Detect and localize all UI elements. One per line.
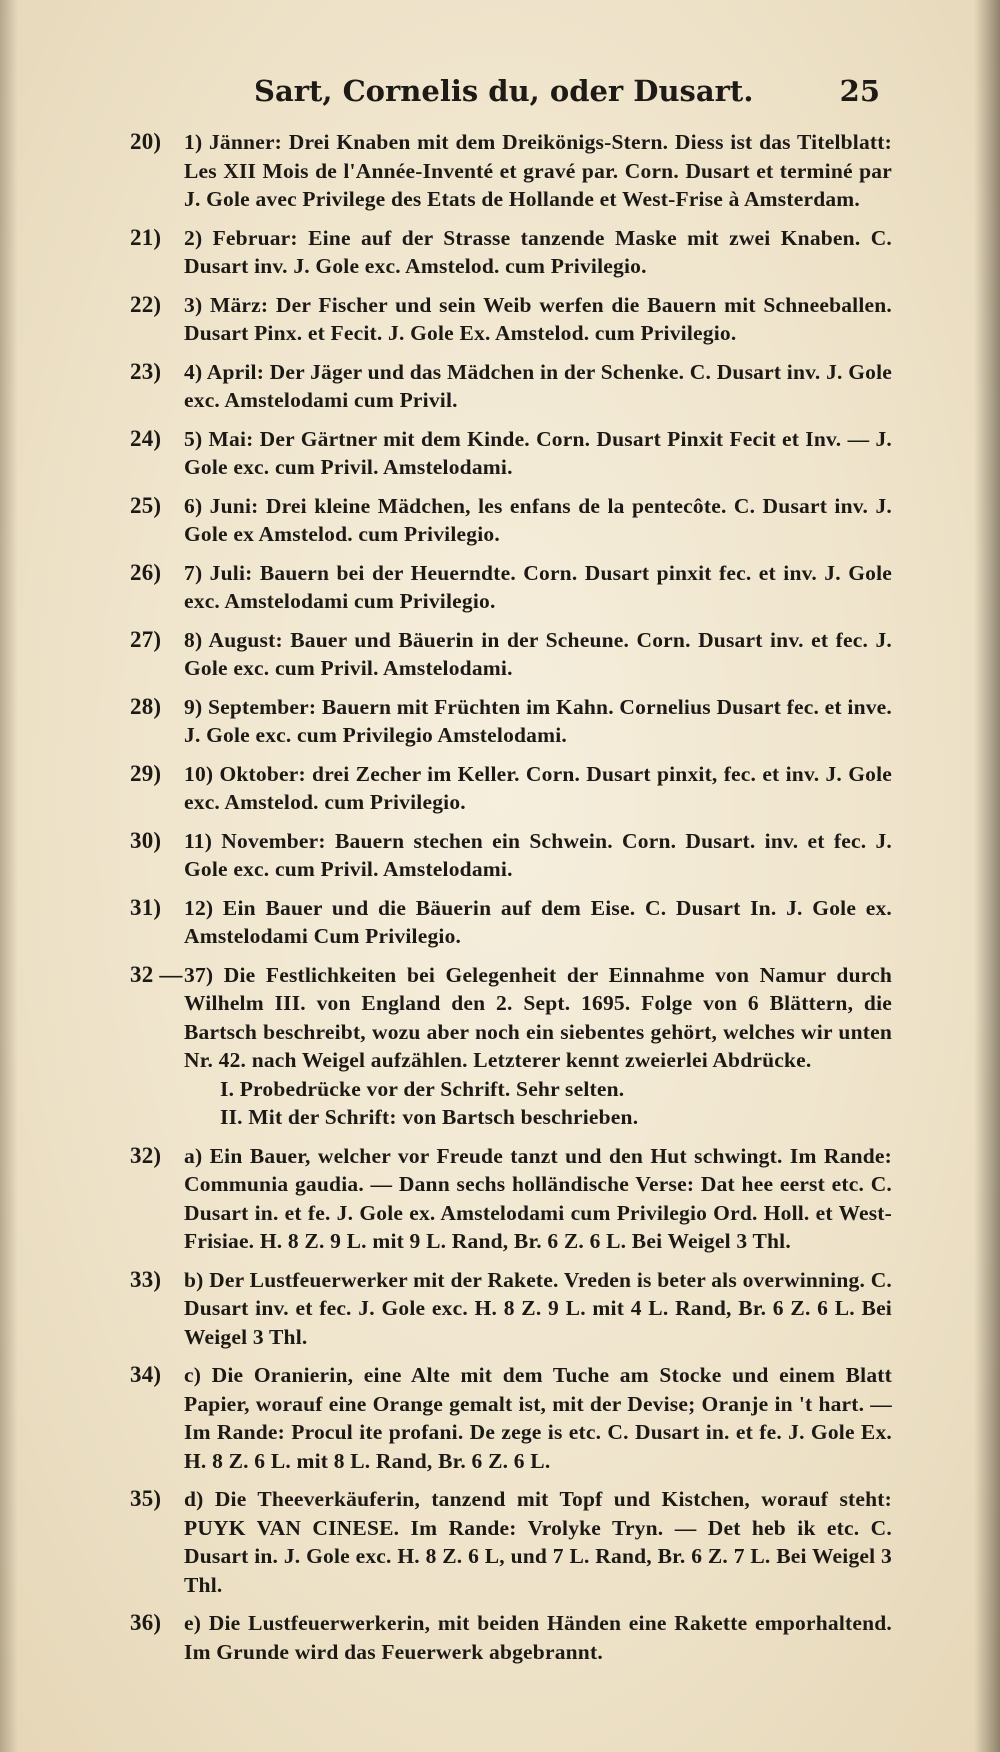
entry-text (184, 1609, 892, 1666)
entry-subitem: I. Probedrücke vor der Schrift. Sehr selten. (220, 1076, 625, 1101)
entry-text (184, 894, 892, 951)
entry-text (184, 492, 892, 549)
catalogue-entry (130, 425, 892, 482)
catalogue-entry (130, 1142, 892, 1256)
entry-number: 26) (130, 559, 162, 585)
catalogue-entry (130, 626, 892, 683)
entry-number: 28) (130, 693, 162, 719)
entry-number: 29) (130, 760, 162, 786)
entry-text (184, 291, 892, 348)
page-header (150, 74, 880, 118)
entry-number: 20) (130, 129, 162, 154)
entry-number: 34) (130, 1362, 162, 1387)
catalogue-entry (130, 358, 892, 415)
page-gutter-shadow (0, 0, 18, 1752)
entry-text (184, 827, 892, 884)
catalogue-entry (130, 827, 892, 884)
entry-description: 10) Oktober: drei Zecher im Keller. Corn. Dusart pinxit, fec. et inv. J. Gole exc. Amstelod. cum Privilegio. (184, 761, 892, 814)
entry-description: 5) Mai: Der Gärtner mit dem Kinde. Corn. Dusart Pinxit Fecit et Inv. — J. Gole exc. cum Privil. Amstelodami. (184, 426, 892, 479)
entry-description: 11) November: Bauern stechen ein Schwein. Corn. Dusart. inv. et fec. J. Gole exc. cum Privil. Amstelodami. (184, 828, 892, 881)
entry-description: d) Die Theeverkäuferin, tanzend mit Topf und Kistchen, worauf steht: PUYK VAN CINESE. Im Rande: Vrolyke Tryn. — Det heb ik etc. C. Dusart in. J. Gole exc. H. 8 Z. 6 L, und 7 L. Rand, Br. 6 Z. 7 L. Bei Weigel 3 Thl. (184, 1487, 892, 1597)
entry-text (184, 358, 892, 415)
entry-text (184, 760, 892, 817)
entry-number: 25) (130, 492, 162, 518)
entry-subitem: II. Mit der Schrift: von Bartsch beschrieben. (220, 1105, 639, 1129)
entry-description: 12) Ein Bauer und die Bäuerin auf dem Eise. C. Dusart In. J. Gole ex. Amstelodami Cum Privilegio. (184, 895, 892, 948)
entry-description: a) Ein Bauer, welcher vor Freude tanzt und den Hut schwingt. Im Rande: Communia gaudia. — Dann sechs holländische Verse: Dat hee eerst etc. C. Dusart in. et fe. J. Gole ex. Amstelodami cum Privilegio Ord. Holl. et West-Frisiae. H. 8 Z. 9 L. mit 9 L. Rand, Br. 6 Z. 6 L. Bei Weigel 3 Thl. (184, 1143, 892, 1253)
entry-number: 32) (130, 1142, 162, 1168)
entry-number: 35) (130, 1486, 162, 1511)
entry-text (184, 1485, 892, 1599)
entry-number: 32 — (130, 961, 183, 987)
entry-description: e) Die Lustfeuerwerkerin, mit beiden Händen eine Rakette emporhaltend. Im Grunde wird das Feuerwerk abgebrannt. (184, 1611, 892, 1664)
entry-number: 31) (130, 894, 162, 920)
entry-description: 4) April: Der Jäger und das Mädchen in der Schenke. C. Dusart inv. J. Gole exc. Amstelodami cum Privil. (184, 359, 892, 412)
running-title: Sart, Cornelis du, oder Dusart. (254, 74, 754, 108)
entry-description: c) Die Oranierin, eine Alte mit dem Tuche am Stocke und einem Blatt Papier, worauf eine Orange gemalt ist, mit der Devise; Oranje in 't hart. — Im Rande: Procul ite profani. De zege is etc. C. Dusart in. et fe. J. Gole Ex. H. 8 Z. 6 L. mit 8 L. Rand, Br. 6 Z. 6 L. (184, 1363, 892, 1473)
catalogue-entry (130, 1361, 892, 1475)
entry-text (184, 693, 892, 750)
entry-text (184, 224, 892, 281)
catalogue-entry (130, 291, 892, 348)
entry-number: 30) (130, 827, 162, 853)
entry-text (184, 1361, 892, 1475)
entry-number: 24) (130, 425, 162, 451)
entry-number: 21) (130, 224, 162, 250)
entry-number: 36) (130, 1610, 162, 1635)
catalogue-entry (130, 1266, 892, 1352)
entry-text (184, 559, 892, 616)
entry-description: 7) Juli: Bauern bei der Heuerndte. Corn. Dusart pinxit fec. et inv. J. Gole exc. Amstelodami cum Privilegio. (184, 560, 892, 613)
entry-text (184, 961, 892, 1132)
entry-number: 22) (130, 291, 162, 317)
catalogue-entry (130, 1485, 892, 1599)
entry-description: b) Der Lustfeuerwerker mit der Rakete. Vreden is beter als overwinning. C. Dusart inv. et fec. J. Gole exc. H. 8 Z. 9 L. mit 4 L. Rand, Br. 6 Z. 6 L. Bei Weigel 3 Thl. (184, 1267, 892, 1349)
catalogue-entry (130, 559, 892, 616)
catalogue-entry (130, 894, 892, 951)
catalogue-entry (130, 224, 892, 281)
entry-description: 8) August: Bauer und Bäuerin in der Scheune. Corn. Dusart inv. et fec. J. Gole exc. cum Privil. Amstelodami. (184, 627, 892, 680)
catalogue-entry (130, 760, 892, 817)
page-number: 25 (839, 74, 880, 108)
entry-description: 2) Februar: Eine auf der Strasse tanzende Maske mit zwei Knaben. C. Dusart inv. J. Gole exc. Amstelod. cum Privilegio. (184, 225, 892, 278)
catalogue-entry (130, 961, 892, 1132)
entry-text (184, 425, 892, 482)
entry-text (184, 1266, 892, 1352)
entry-text (184, 1142, 892, 1256)
catalogue-entry (130, 128, 892, 214)
catalogue-entry (130, 1609, 892, 1666)
catalogue-entries (130, 128, 892, 1676)
entry-text (184, 128, 892, 214)
entry-description: 6) Juni: Drei kleine Mädchen, les enfans de la pentecôte. C. Dusart inv. J. Gole ex Amstelod. cum Privilegio. (184, 493, 892, 546)
entry-number: 33) (130, 1266, 162, 1292)
entry-description: 3) März: Der Fischer und sein Weib werfen die Bauern mit Schneeballen. Dusart Pinx. et Fecit. J. Gole Ex. Amstelod. cum Privilegio. (184, 292, 892, 345)
entry-number: 27) (130, 626, 162, 652)
entry-description: 9) September: Bauern mit Früchten im Kahn. Cornelius Dusart fec. et inve. J. Gole exc. cum Privilegio Amstelodami. (184, 694, 892, 747)
entry-description: 1) Jänner: Drei Knaben mit dem Dreikönigs-Stern. Diess ist das Titelblatt: Les XII Mois de l'Année-Inventé et gravé par. Corn. Dusart et terminé par J. Gole avec Privilege des Etats de Hollande et West-Frise à Amsterdam. (184, 130, 892, 211)
page-edge-shadow (974, 0, 1000, 1752)
catalogue-entry (130, 492, 892, 549)
entry-text (184, 626, 892, 683)
entry-description: 37) Die Festlichkeiten bei Gelegenheit der Einnahme von Namur durch Wilhelm III. von England den 2. Sept. 1695. Folge von 6 Blättern, die Bartsch beschreibt, wozu aber noch ein siebentes gehört, welches wir unten Nr. 42. nach Weigel aufzählen. Letzterer kennt zweierlei Abdrücke. (184, 962, 892, 1072)
catalogue-entry (130, 693, 892, 750)
entry-number: 23) (130, 358, 162, 384)
